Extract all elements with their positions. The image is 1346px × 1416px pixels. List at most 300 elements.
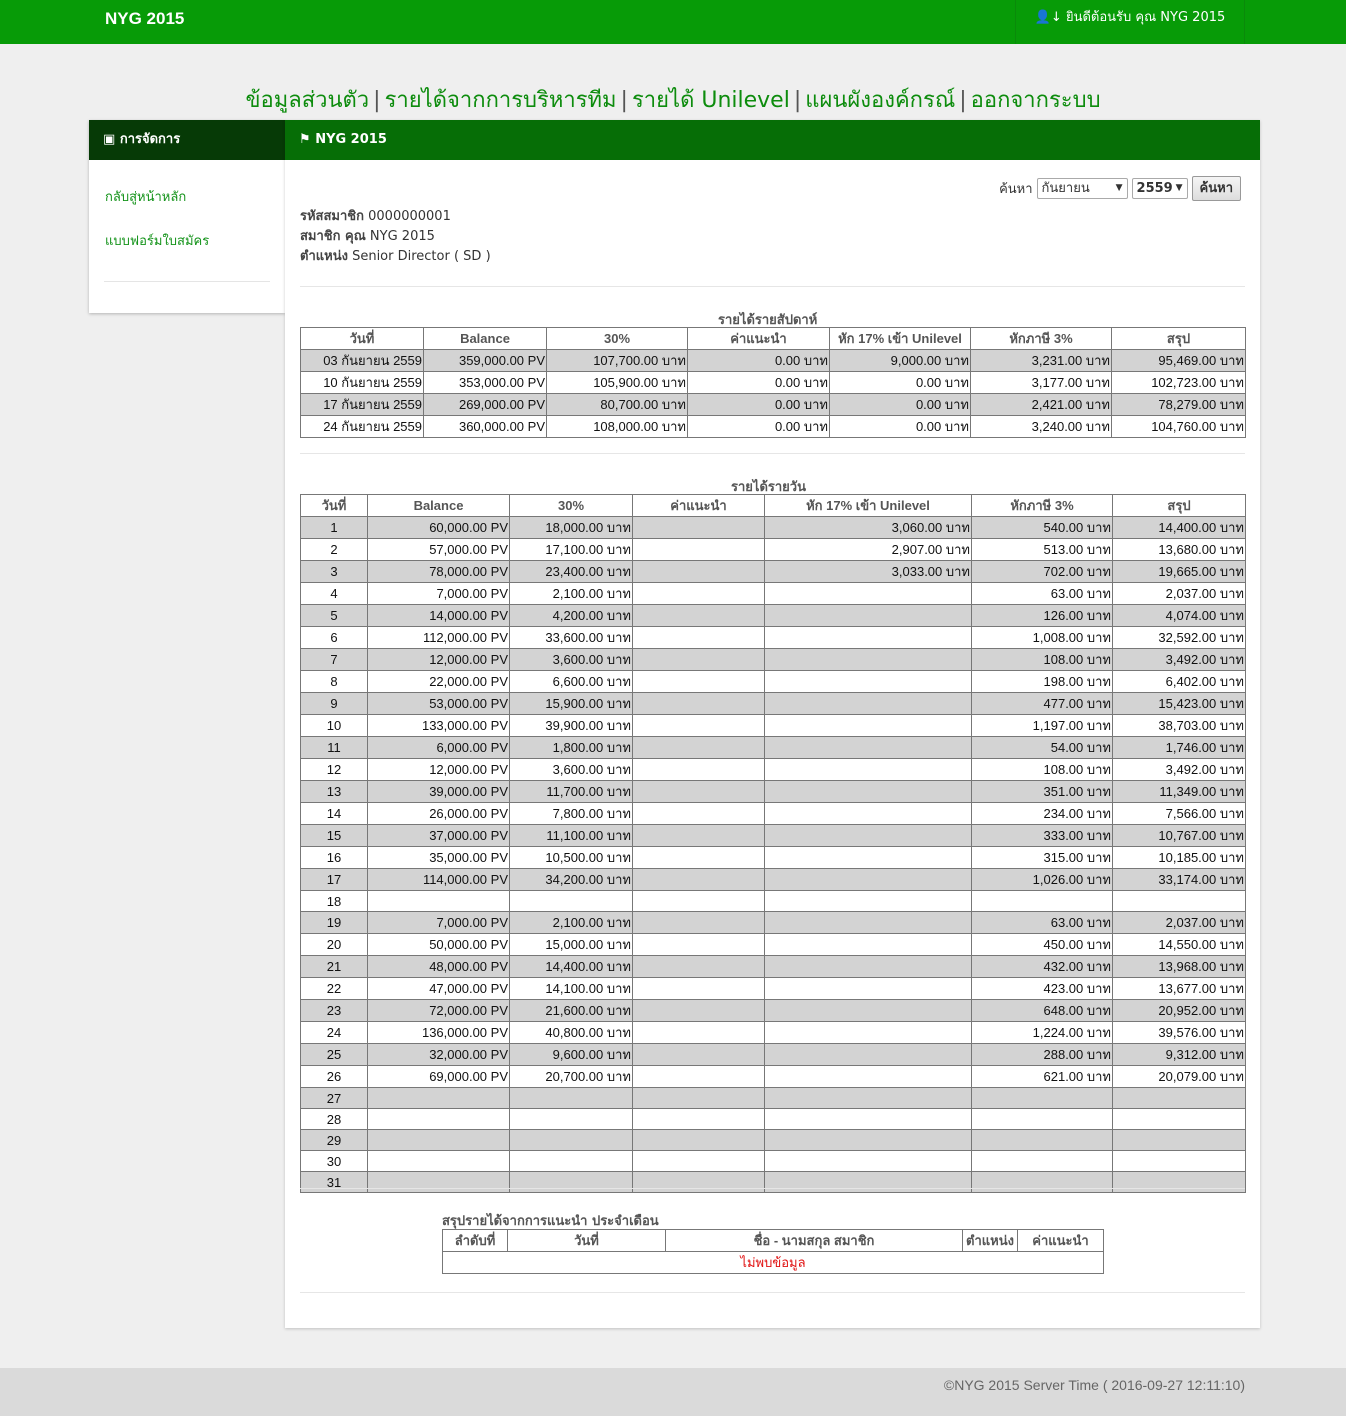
- welcome-user-menu[interactable]: [1015, 0, 1245, 44]
- table-cell: 32,000.00 PV: [368, 1044, 510, 1066]
- table-cell: [765, 1088, 972, 1109]
- search-button[interactable]: ค้นหา: [1192, 176, 1241, 201]
- table-cell: 78,000.00 PV: [368, 561, 510, 583]
- table-cell: [368, 1151, 510, 1172]
- table-cell: 27: [301, 1088, 368, 1109]
- table-cell: 30: [301, 1151, 368, 1172]
- table-cell: [633, 1044, 765, 1066]
- member-position: Senior Director ( SD ): [352, 249, 491, 264]
- table-cell: 39,900.00 บาท: [510, 715, 633, 737]
- menu-team-income[interactable]: รายได้จากการบริหารทีม: [384, 88, 617, 113]
- menu-profile[interactable]: ข้อมูลส่วนตัว: [245, 88, 370, 113]
- divider: [300, 286, 1245, 287]
- table-row: [301, 1022, 1246, 1044]
- table-cell: 1: [301, 517, 368, 539]
- table-cell: [765, 1044, 972, 1066]
- table-cell: [765, 605, 972, 627]
- table-cell: [633, 561, 765, 583]
- member-id-label: รหัสสมาชิก: [300, 209, 364, 224]
- menu-unilevel-income[interactable]: รายได้ Unilevel: [631, 88, 790, 113]
- table-cell: [633, 847, 765, 869]
- table-cell: 24: [301, 1022, 368, 1044]
- table-cell: [368, 1130, 510, 1151]
- table-cell: 20,079.00 บาท: [1113, 1066, 1246, 1088]
- table-cell: [633, 1151, 765, 1172]
- table-row: [301, 1172, 1246, 1193]
- table-row: [301, 583, 1246, 605]
- table-cell: 03 กันยายน 2559: [301, 350, 424, 372]
- table-cell: 423.00 บาท: [972, 978, 1113, 1000]
- table-cell: 359,000.00 PV: [424, 350, 547, 372]
- table-cell: 2,907.00 บาท: [765, 539, 972, 561]
- table-cell: 288.00 บาท: [972, 1044, 1113, 1066]
- month-select[interactable]: กันยายน ▼: [1037, 178, 1128, 199]
- table-cell: 108.00 บาท: [972, 649, 1113, 671]
- table-cell: [633, 649, 765, 671]
- table-cell: 14,000.00 PV: [368, 605, 510, 627]
- footer-text: ©NYG 2015 Server Time ( 2016-09-27 12:11:10): [943, 1377, 1245, 1393]
- main-menu: ข้อมูลส่วนตัว | รายได้จากการบริหารทีม | รายได้ Unilevel | แผนผังองค์กรณ์ | ออกจากระบบ: [245, 88, 1101, 113]
- table-row: [301, 737, 1246, 759]
- table-cell: 95,469.00 บาท: [1112, 350, 1246, 372]
- table-cell: 12,000.00 PV: [368, 649, 510, 671]
- menu-logout[interactable]: ออกจากระบบ: [970, 88, 1101, 113]
- year-select[interactable]: 2559 ▼: [1132, 178, 1188, 199]
- table-cell: 2: [301, 539, 368, 561]
- sidebar-link-application-form[interactable]: แบบฟอร์มใบสมัคร: [105, 234, 210, 249]
- table-cell: 11,100.00 บาท: [510, 825, 633, 847]
- table-cell: 269,000.00 PV: [424, 394, 547, 416]
- table-row: [301, 869, 1246, 891]
- table-cell: [972, 1172, 1113, 1193]
- table-cell: 18: [301, 891, 368, 912]
- table-cell: 6,000.00 PV: [368, 737, 510, 759]
- column-header: วันที่: [301, 495, 368, 517]
- table-row: [301, 934, 1246, 956]
- table-cell: 0.00 บาท: [830, 394, 971, 416]
- column-header: ค่าแนะนำ: [688, 328, 830, 350]
- table-cell: 351.00 บาท: [972, 781, 1113, 803]
- weekly-income-table: [300, 327, 1246, 438]
- table-cell: 8: [301, 671, 368, 693]
- search-form: [999, 176, 1241, 201]
- column-header: วันที่: [508, 1230, 666, 1252]
- content-header: [285, 120, 1260, 160]
- table-row: [301, 912, 1246, 934]
- table-row: [301, 605, 1246, 627]
- table-cell: [633, 693, 765, 715]
- table-cell: 1,800.00 บาท: [510, 737, 633, 759]
- table-cell: 32,592.00 บาท: [1113, 627, 1246, 649]
- table-row: [301, 1130, 1246, 1151]
- table-cell: 9,600.00 บาท: [510, 1044, 633, 1066]
- table-cell: [633, 715, 765, 737]
- table-cell: 540.00 บาท: [972, 517, 1113, 539]
- table-cell: 10: [301, 715, 368, 737]
- table-cell: [765, 1109, 972, 1130]
- table-cell: 23,400.00 บาท: [510, 561, 633, 583]
- column-header: วันที่: [301, 328, 424, 350]
- table-cell: 47,000.00 PV: [368, 978, 510, 1000]
- table-cell: [633, 583, 765, 605]
- table-cell: 14,400.00 บาท: [1113, 517, 1246, 539]
- table-cell: 15,900.00 บาท: [510, 693, 633, 715]
- table-cell: 0.00 บาท: [688, 372, 830, 394]
- table-cell: 25: [301, 1044, 368, 1066]
- table-cell: 648.00 บาท: [972, 1000, 1113, 1022]
- table-cell: [633, 1088, 765, 1109]
- sidebar: [89, 120, 285, 313]
- table-cell: 7: [301, 649, 368, 671]
- table-cell: [765, 583, 972, 605]
- daily-income-table: [300, 494, 1246, 1193]
- table-cell: [765, 847, 972, 869]
- table-cell: 1,008.00 บาท: [972, 627, 1113, 649]
- table-cell: 17 กันยายน 2559: [301, 394, 424, 416]
- table-cell: 37,000.00 PV: [368, 825, 510, 847]
- table-cell: [633, 517, 765, 539]
- table-cell: 621.00 บาท: [972, 1066, 1113, 1088]
- table-cell: [510, 1151, 633, 1172]
- daily-title: รายได้รายวัน: [731, 480, 806, 495]
- top-navbar: [0, 0, 1346, 44]
- table-row: [301, 394, 1246, 416]
- table-cell: 13,968.00 บาท: [1113, 956, 1246, 978]
- table-cell: [765, 627, 972, 649]
- table-cell: 34,200.00 บาท: [510, 869, 633, 891]
- table-cell: 60,000.00 PV: [368, 517, 510, 539]
- table-row: [301, 671, 1246, 693]
- sidebar-header: [89, 120, 285, 160]
- table-cell: 38,703.00 บาท: [1113, 715, 1246, 737]
- table-row: [301, 847, 1246, 869]
- table-cell: [765, 1000, 972, 1022]
- table-cell: [510, 1109, 633, 1130]
- table-cell: 13,677.00 บาท: [1113, 978, 1246, 1000]
- table-cell: [633, 978, 765, 1000]
- table-row: [301, 891, 1246, 912]
- table-cell: 315.00 บาท: [972, 847, 1113, 869]
- cube-icon: ▣: [103, 132, 116, 147]
- table-cell: 39,000.00 PV: [368, 781, 510, 803]
- table-row: [301, 1109, 1246, 1130]
- table-cell: 20: [301, 934, 368, 956]
- table-cell: [972, 891, 1113, 912]
- table-cell: [510, 1172, 633, 1193]
- table-cell: [633, 803, 765, 825]
- table-cell: [633, 1130, 765, 1151]
- table-cell: 4,074.00 บาท: [1113, 605, 1246, 627]
- table-cell: 33,600.00 บาท: [510, 627, 633, 649]
- referral-title: สรุปรายได้จากการแนะนำ ประจำเดือน: [442, 1214, 659, 1229]
- table-cell: 50,000.00 PV: [368, 934, 510, 956]
- table-cell: [633, 1172, 765, 1193]
- member-info: [300, 207, 491, 267]
- table-cell: 17: [301, 869, 368, 891]
- table-cell: 14: [301, 803, 368, 825]
- table-cell: 10,185.00 บาท: [1113, 847, 1246, 869]
- column-header: หัก 17% เข้า Unilevel: [830, 328, 971, 350]
- table-row: [301, 539, 1246, 561]
- table-cell: 0.00 บาท: [688, 350, 830, 372]
- table-cell: 105,900.00 บาท: [547, 372, 688, 394]
- table-cell: [765, 693, 972, 715]
- table-cell: 5: [301, 605, 368, 627]
- table-cell: 3,492.00 บาท: [1113, 649, 1246, 671]
- column-header: ค่าแนะนำ: [1018, 1230, 1104, 1252]
- table-cell: 7,000.00 PV: [368, 912, 510, 934]
- table-cell: [633, 891, 765, 912]
- table-cell: [765, 1172, 972, 1193]
- table-row: [301, 781, 1246, 803]
- table-cell: 14,100.00 บาท: [510, 978, 633, 1000]
- table-cell: [1113, 1172, 1246, 1193]
- table-cell: 28: [301, 1109, 368, 1130]
- table-cell: [765, 1066, 972, 1088]
- table-cell: 80,700.00 บาท: [547, 394, 688, 416]
- table-cell: [765, 1022, 972, 1044]
- column-header: หักภาษี 3%: [972, 495, 1113, 517]
- table-row: [301, 649, 1246, 671]
- table-cell: 4: [301, 583, 368, 605]
- table-cell: 513.00 บาท: [972, 539, 1113, 561]
- table-cell: 57,000.00 PV: [368, 539, 510, 561]
- column-header: Balance: [424, 328, 547, 350]
- table-cell: 48,000.00 PV: [368, 956, 510, 978]
- table-cell: 6: [301, 627, 368, 649]
- table-cell: 6,600.00 บาท: [510, 671, 633, 693]
- table-cell: 3,033.00 บาท: [765, 561, 972, 583]
- divider: [300, 453, 1245, 454]
- table-row: [301, 561, 1246, 583]
- table-cell: [765, 869, 972, 891]
- table-row: [301, 350, 1246, 372]
- table-cell: 477.00 บาท: [972, 693, 1113, 715]
- table-cell: 104,760.00 บาท: [1112, 416, 1246, 438]
- table-cell: 353,000.00 PV: [424, 372, 547, 394]
- table-cell: 13: [301, 781, 368, 803]
- table-cell: 11,700.00 บาท: [510, 781, 633, 803]
- table-cell: 136,000.00 PV: [368, 1022, 510, 1044]
- table-cell: 432.00 บาท: [972, 956, 1113, 978]
- table-cell: [765, 912, 972, 934]
- table-row: [301, 1000, 1246, 1022]
- column-header: ค่าแนะนำ: [633, 495, 765, 517]
- table-cell: 126.00 บาท: [972, 605, 1113, 627]
- table-cell: 26: [301, 1066, 368, 1088]
- table-cell: 702.00 บาท: [972, 561, 1113, 583]
- member-position-label: ตำแหน่ง: [300, 249, 348, 264]
- table-cell: [633, 1000, 765, 1022]
- table-cell: 24 กันยายน 2559: [301, 416, 424, 438]
- table-cell: 2,037.00 บาท: [1113, 583, 1246, 605]
- weekly-title: รายได้รายสัปดาห์: [718, 313, 818, 328]
- table-cell: [765, 978, 972, 1000]
- table-cell: [765, 649, 972, 671]
- table-cell: [633, 781, 765, 803]
- table-cell: [765, 1130, 972, 1151]
- table-cell: 0.00 บาท: [830, 416, 971, 438]
- column-header: 30%: [547, 328, 688, 350]
- table-row: [301, 1044, 1246, 1066]
- table-cell: 69,000.00 PV: [368, 1066, 510, 1088]
- table-cell: 450.00 บาท: [972, 934, 1113, 956]
- table-cell: 3,492.00 บาท: [1113, 759, 1246, 781]
- divider: [300, 1292, 1245, 1293]
- table-cell: [765, 934, 972, 956]
- table-row: [301, 693, 1246, 715]
- table-row: [301, 803, 1246, 825]
- table-cell: [633, 934, 765, 956]
- divider: [300, 1188, 1245, 1189]
- table-cell: 14,550.00 บาท: [1113, 934, 1246, 956]
- table-cell: 133,000.00 PV: [368, 715, 510, 737]
- search-label: ค้นหา: [999, 182, 1033, 197]
- table-cell: 3,177.00 บาท: [971, 372, 1112, 394]
- table-cell: [765, 891, 972, 912]
- table-cell: 7,800.00 บาท: [510, 803, 633, 825]
- table-cell: [1113, 1088, 1246, 1109]
- table-cell: 7,000.00 PV: [368, 583, 510, 605]
- table-cell: 3,231.00 บาท: [971, 350, 1112, 372]
- table-cell: [765, 737, 972, 759]
- table-cell: 2,100.00 บาท: [510, 912, 633, 934]
- table-cell: [972, 1088, 1113, 1109]
- table-cell: 15,423.00 บาท: [1113, 693, 1246, 715]
- table-cell: [510, 891, 633, 912]
- table-cell: [633, 1022, 765, 1044]
- table-cell: 63.00 บาท: [972, 583, 1113, 605]
- column-header: ชื่อ - นามสกุล สมาชิก: [666, 1230, 963, 1252]
- table-cell: [633, 825, 765, 847]
- table-cell: 21,600.00 บาท: [510, 1000, 633, 1022]
- table-cell: [972, 1109, 1113, 1130]
- table-cell: [1113, 1130, 1246, 1151]
- table-cell: 9,312.00 บาท: [1113, 1044, 1246, 1066]
- brand-logo[interactable]: NYG 2015: [105, 9, 185, 28]
- table-cell: 40,800.00 บาท: [510, 1022, 633, 1044]
- table-cell: 2,100.00 บาท: [510, 583, 633, 605]
- table-cell: [633, 869, 765, 891]
- table-cell: 1,224.00 บาท: [972, 1022, 1113, 1044]
- table-cell: [633, 671, 765, 693]
- table-row: [301, 715, 1246, 737]
- table-cell: 53,000.00 PV: [368, 693, 510, 715]
- table-row: [301, 372, 1246, 394]
- table-cell: 29: [301, 1130, 368, 1151]
- table-row: [301, 1151, 1246, 1172]
- table-cell: 1,197.00 บาท: [972, 715, 1113, 737]
- column-header: สรุป: [1113, 495, 1246, 517]
- table-cell: 20,952.00 บาท: [1113, 1000, 1246, 1022]
- content-title: NYG 2015: [315, 132, 387, 147]
- column-header: หักภาษี 3%: [971, 328, 1112, 350]
- table-cell: [633, 627, 765, 649]
- table-cell: [633, 759, 765, 781]
- menu-org-chart[interactable]: แผนผังองค์กรณ์: [805, 88, 956, 113]
- column-header: Balance: [368, 495, 510, 517]
- table-cell: 35,000.00 PV: [368, 847, 510, 869]
- table-cell: 1,746.00 บาท: [1113, 737, 1246, 759]
- member-name: NYG 2015: [369, 229, 435, 244]
- table-cell: [633, 956, 765, 978]
- table-cell: 2,421.00 บาท: [971, 394, 1112, 416]
- table-cell: 108.00 บาท: [972, 759, 1113, 781]
- sidebar-title: การจัดการ: [119, 132, 181, 147]
- column-header: หัก 17% เข้า Unilevel: [765, 495, 972, 517]
- table-cell: 10,500.00 บาท: [510, 847, 633, 869]
- table-cell: 26,000.00 PV: [368, 803, 510, 825]
- table-cell: 10 กันยายน 2559: [301, 372, 424, 394]
- table-cell: 102,723.00 บาท: [1112, 372, 1246, 394]
- table-cell: 234.00 บาท: [972, 803, 1113, 825]
- table-cell: [633, 539, 765, 561]
- table-cell: [1113, 1109, 1246, 1130]
- table-cell: 31: [301, 1172, 368, 1193]
- table-cell: 333.00 บาท: [972, 825, 1113, 847]
- table-cell: [368, 1109, 510, 1130]
- sidebar-divider: [104, 281, 270, 282]
- sidebar-link-home[interactable]: กลับสู่หน้าหลัก: [105, 190, 187, 205]
- table-cell: [510, 1088, 633, 1109]
- table-cell: 107,700.00 บาท: [547, 350, 688, 372]
- table-cell: [368, 1088, 510, 1109]
- table-cell: 0.00 บาท: [830, 372, 971, 394]
- table-cell: 1,026.00 บาท: [972, 869, 1113, 891]
- column-header: ลำดับที่: [443, 1230, 508, 1252]
- table-cell: 16: [301, 847, 368, 869]
- user-icon: 👤↓: [1034, 10, 1062, 25]
- table-cell: 11: [301, 737, 368, 759]
- table-cell: 360,000.00 PV: [424, 416, 547, 438]
- table-cell: [633, 1066, 765, 1088]
- table-cell: 3,600.00 บาท: [510, 759, 633, 781]
- table-row: [301, 1088, 1246, 1109]
- table-cell: [633, 605, 765, 627]
- table-cell: 63.00 บาท: [972, 912, 1113, 934]
- table-cell: 3,060.00 บาท: [765, 517, 972, 539]
- table-cell: [972, 1130, 1113, 1151]
- table-cell: [765, 759, 972, 781]
- table-cell: [972, 1151, 1113, 1172]
- chevron-down-icon: ▼: [1115, 183, 1123, 193]
- table-cell: 15,000.00 บาท: [510, 934, 633, 956]
- flag-icon: ⚑: [299, 132, 311, 147]
- table-row: [301, 825, 1246, 847]
- table-cell: 19,665.00 บาท: [1113, 561, 1246, 583]
- referral-summary-table: [442, 1229, 1104, 1274]
- welcome-text: ยินดีต้อนรับ คุณ NYG 2015: [1065, 10, 1226, 25]
- table-cell: 7,566.00 บาท: [1113, 803, 1246, 825]
- table-cell: 108,000.00 บาท: [547, 416, 688, 438]
- table-cell: 22,000.00 PV: [368, 671, 510, 693]
- table-cell: 9,000.00 บาท: [830, 350, 971, 372]
- footer: [0, 1368, 1346, 1416]
- table-cell: 3: [301, 561, 368, 583]
- column-header: สรุป: [1112, 328, 1246, 350]
- table-cell: 3,600.00 บาท: [510, 649, 633, 671]
- table-cell: [633, 912, 765, 934]
- table-cell: 19: [301, 912, 368, 934]
- table-cell: [765, 803, 972, 825]
- table-row: [301, 978, 1246, 1000]
- table-cell: 20,700.00 บาท: [510, 1066, 633, 1088]
- table-cell: 18,000.00 บาท: [510, 517, 633, 539]
- table-cell: 13,680.00 บาท: [1113, 539, 1246, 561]
- table-cell: 12,000.00 PV: [368, 759, 510, 781]
- table-cell: [633, 1109, 765, 1130]
- table-cell: 78,279.00 บาท: [1112, 394, 1246, 416]
